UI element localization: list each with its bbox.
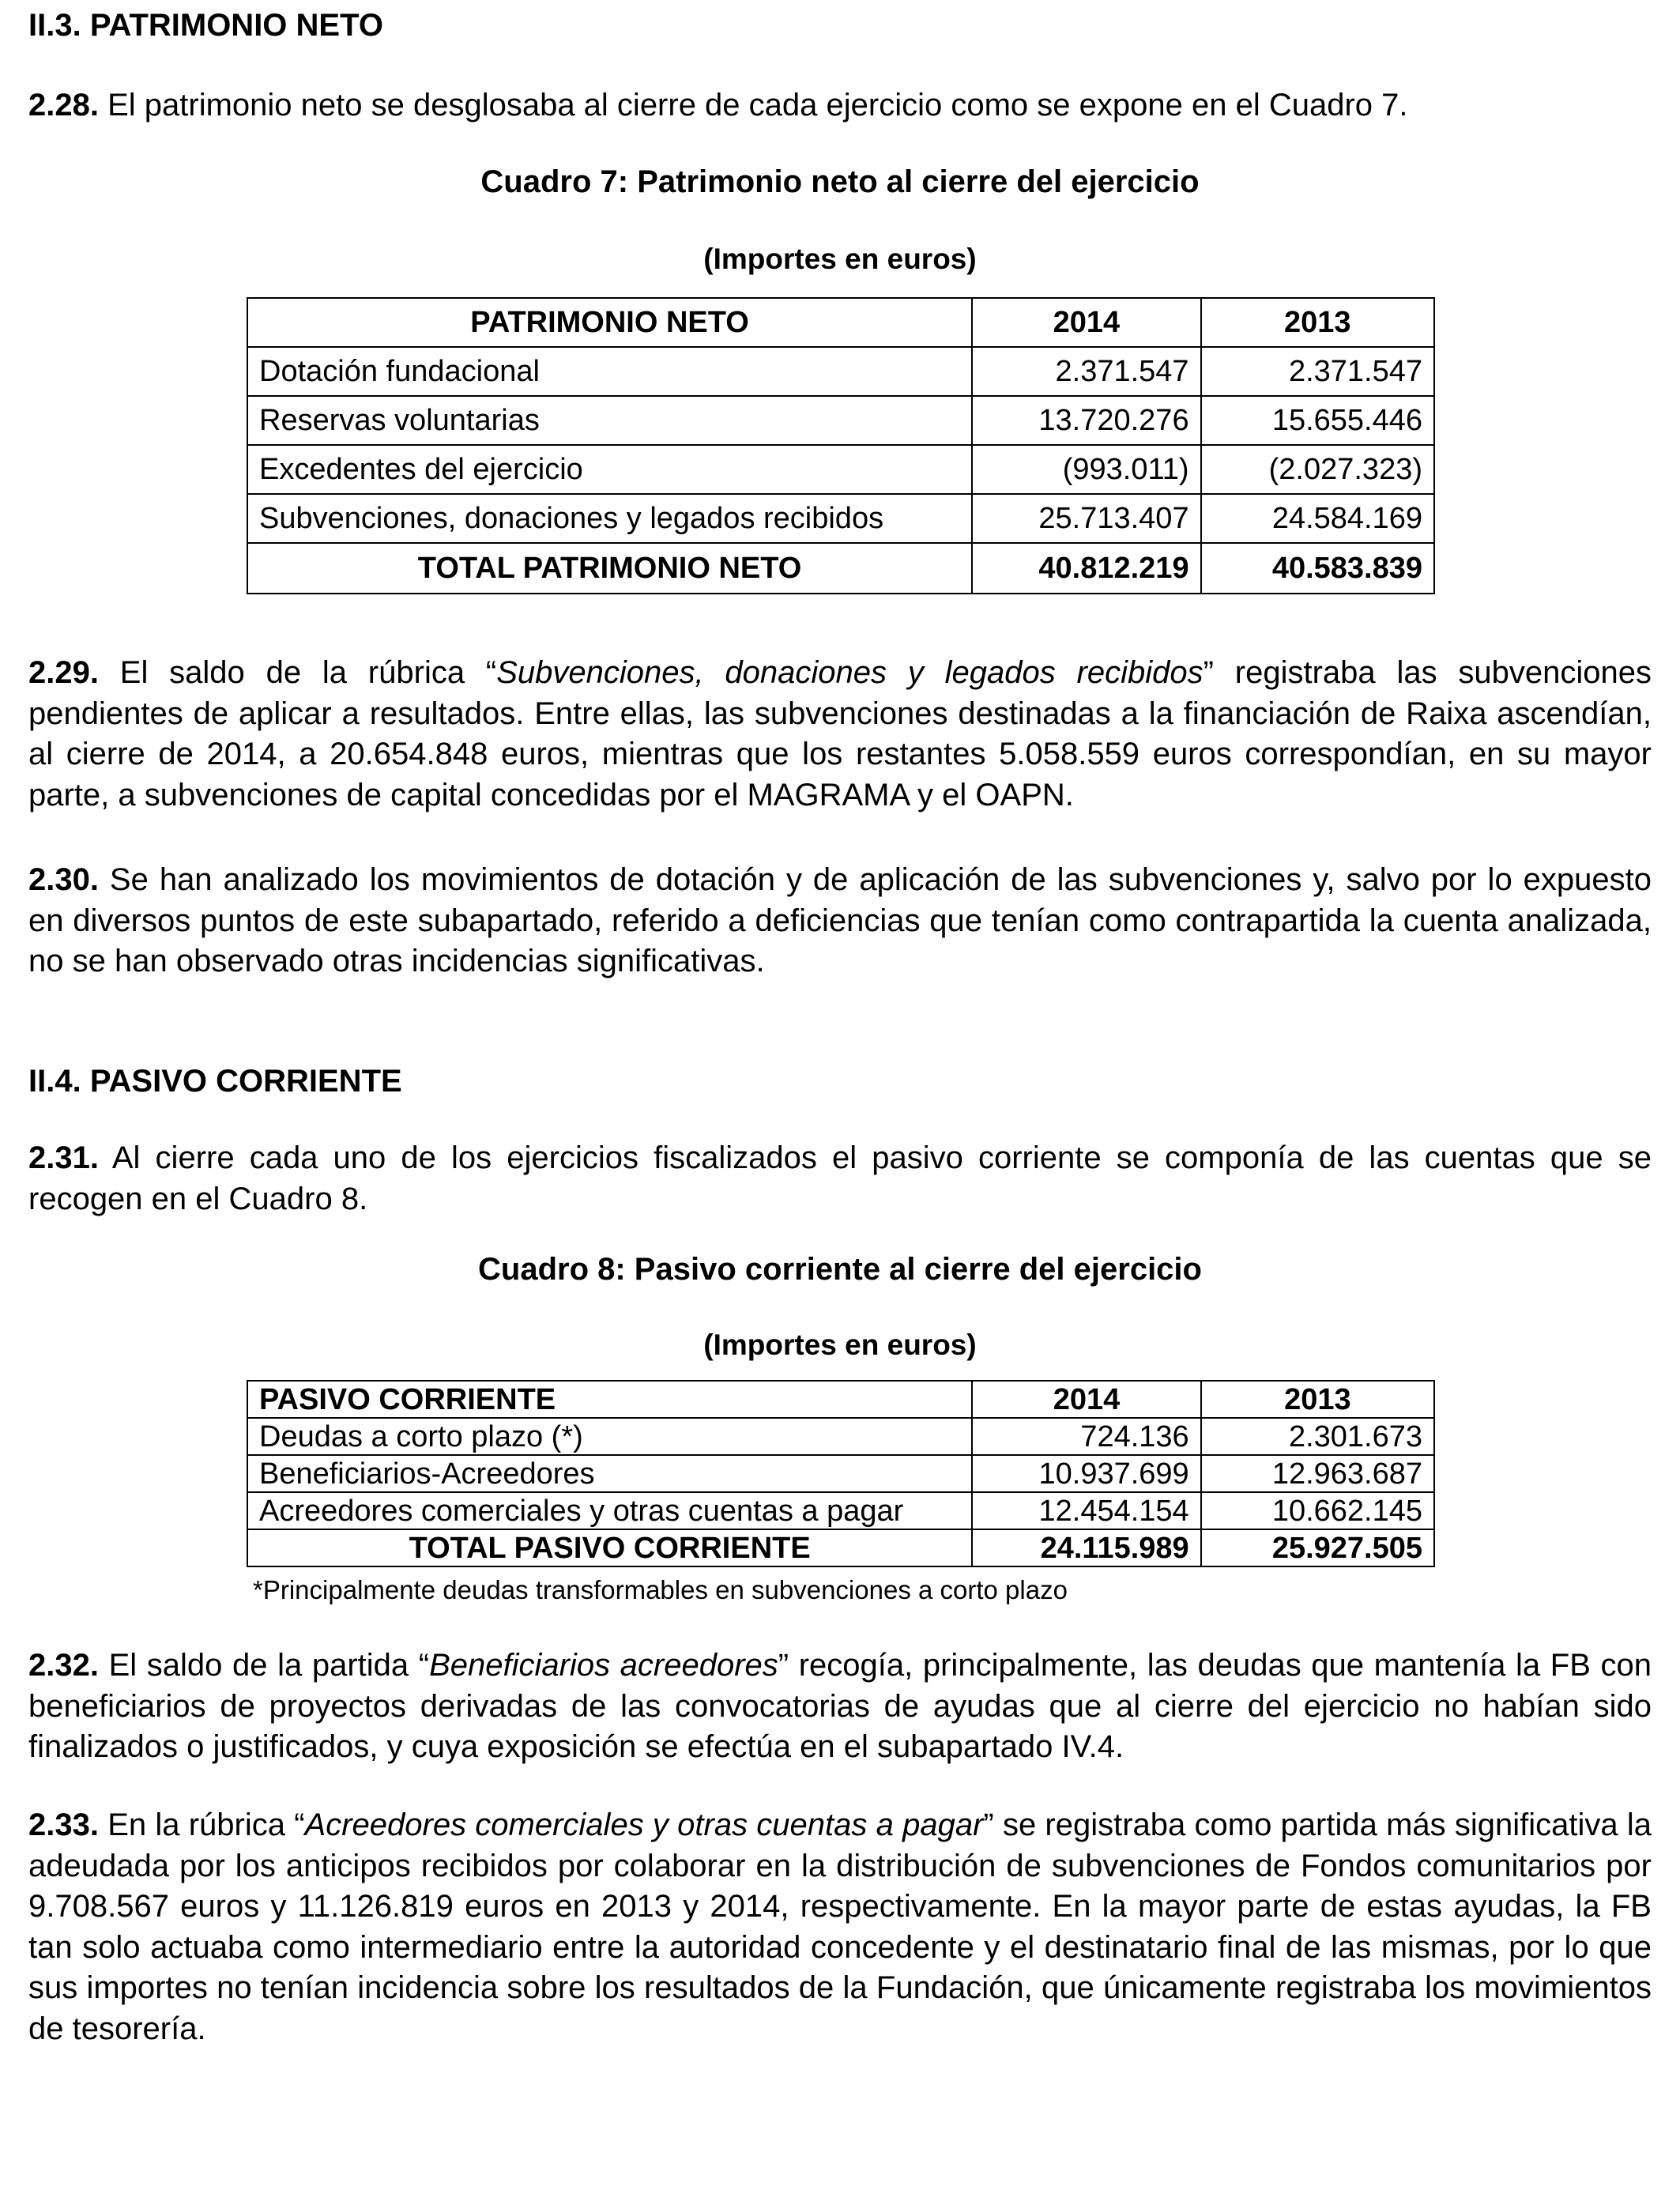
table-8-caption: Cuadro 8: Pasivo corriente al cierre del ejercicio <box>478 1252 1202 1287</box>
table-7-caption: Cuadro 7: Patrimonio neto al cierre del ejercicio <box>480 164 1200 199</box>
paragraph-text: ” recogía, principalmente, las deudas que mantenía la FB con beneficiarios de proyectos derivadas de las convocatorias de ayudas que al cierre del ejercicio no habían sido finalizados o justificados, y cuya exposición se efectúa en el subapartado IV.4. <box>28 1648 1652 1764</box>
paragraph-number: 2.31. <box>28 1140 99 1175</box>
cell-2013: 2.301.673 <box>1201 1418 1434 1455</box>
cell-2014: 10.937.699 <box>972 1455 1200 1492</box>
table-pasivo-corriente <box>247 1380 1435 1567</box>
paragraph-text: El saldo de la rúbrica “ <box>98 655 497 690</box>
cell-2014: 25.713.407 <box>972 494 1200 543</box>
column-header: 2014 <box>972 1381 1200 1418</box>
table-8-subcaption: (Importes en euros) <box>703 1329 977 1361</box>
column-header: PASIVO CORRIENTE <box>247 1381 972 1418</box>
cell-2013: 12.963.687 <box>1201 1455 1434 1492</box>
paragraph-text: En la rúbrica “ <box>98 1808 305 1842</box>
table-row <box>247 1418 1434 1455</box>
table-7-subcaption: (Importes en euros) <box>703 243 977 275</box>
paragraph-2-28 <box>28 85 1652 126</box>
quoted-term: Acreedores comerciales y otras cuentas a pagar <box>304 1808 984 1842</box>
table-row <box>247 396 1434 445</box>
row-label: Subvenciones, donaciones y legados recibidos <box>247 494 972 543</box>
paragraph-2-31 <box>28 1138 1652 1220</box>
column-header: 2013 <box>1201 298 1434 347</box>
table-patrimonio-neto <box>247 297 1435 594</box>
cell-2013: 10.662.145 <box>1201 1492 1434 1529</box>
paragraph-2-29 <box>28 653 1652 816</box>
section-heading-patrimonio-neto: II.3. PATRIMONIO NETO <box>28 8 383 43</box>
paragraph-text: Al cierre cada uno de los ejercicios fiscalizados el pasivo corriente se componía de las cuentas que se recogen en el Cuadro 8. <box>28 1140 1652 1216</box>
cell-2013: (2.027.323) <box>1201 445 1434 494</box>
paragraph-text: ” se registraba como partida más significativa la adeudada por los anticipos recibidos por colaborar en la distribución de subvenciones de Fondos comunitarios por 9.708.567 euros y 11.126.819 euros en 2013 y 2014, respectivamente. En la mayor parte de estas ayudas, la FB tan solo actuaba como intermediario entre la autoridad concedente y el destinatario final de las mismas, por lo que sus importes no tenían incidencia sobre los resultados de la Fundación, que únicamente registraba los movimientos de tesorería. <box>28 1808 1652 2046</box>
row-label: Beneficiarios-Acreedores <box>247 1455 972 1492</box>
table-header-row <box>247 1381 1434 1418</box>
cell-2014: 2.371.547 <box>972 347 1200 396</box>
cell-2014: 724.136 <box>972 1418 1200 1455</box>
row-label: Excedentes del ejercicio <box>247 445 972 494</box>
paragraph-number: 2.33. <box>28 1808 99 1842</box>
table-total-row <box>247 543 1434 594</box>
quoted-term: Beneficiarios acreedores <box>429 1648 778 1683</box>
total-label: TOTAL PATRIMONIO NETO <box>247 543 972 594</box>
table-total-row <box>247 1529 1434 1566</box>
table-row <box>247 445 1434 494</box>
table-row <box>247 1455 1434 1492</box>
row-label: Deudas a corto plazo (*) <box>247 1418 972 1455</box>
cell-2014: 12.454.154 <box>972 1492 1200 1529</box>
paragraph-text: Se han analizado los movimientos de dotación y de aplicación de las subvenciones y, salvo por lo expuesto en diversos puntos de este subapartado, referido a deficiencias que tenían como contrapartida la cuenta analizada, no se han observado otras incidencias significativas. <box>28 862 1652 978</box>
table-row <box>247 347 1434 396</box>
table-row <box>247 1492 1434 1529</box>
row-label: Dotación fundacional <box>247 347 972 396</box>
total-2013: 40.583.839 <box>1201 543 1434 594</box>
paragraph-text: El patrimonio neto se desglosaba al cierre de cada ejercicio como se expone en el Cuadro 7. <box>98 88 1408 123</box>
cell-2013: 24.584.169 <box>1201 494 1434 543</box>
cell-2013: 2.371.547 <box>1201 347 1434 396</box>
row-label: Acreedores comerciales y otras cuentas a pagar <box>247 1492 972 1529</box>
column-header: 2014 <box>972 298 1200 347</box>
table-8-footnote: *Principalmente deudas transformables en subvenciones a corto plazo <box>253 1575 1068 1604</box>
column-header: 2013 <box>1201 1381 1434 1418</box>
paragraph-number: 2.29. <box>28 655 99 690</box>
paragraph-2-33 <box>28 1805 1652 2049</box>
paragraph-text: El saldo de la partida “ <box>98 1648 430 1683</box>
section-heading-pasivo-corriente: II.4. PASIVO CORRIENTE <box>28 1064 402 1099</box>
cell-2014: 13.720.276 <box>972 396 1200 445</box>
quoted-term: Subvenciones, donaciones y legados recibidos <box>496 655 1203 690</box>
total-2014: 40.812.219 <box>972 543 1200 594</box>
table-header-row <box>247 298 1434 347</box>
total-2014: 24.115.989 <box>972 1529 1200 1566</box>
paragraph-number: 2.28. <box>28 88 99 123</box>
table-row <box>247 494 1434 543</box>
paragraph-text: ” registraba las subvenciones pendientes de aplicar a resultados. Entre ellas, las subvenciones destinadas a la financiación de Raixa ascendían, al cierre de 2014, a 20.654.848 euros, mientras que los restantes 5.058.559 euros correspondían, en su mayor parte, a subvenciones de capital concedidas por el MAGRAMA y el OAPN. <box>28 655 1652 812</box>
paragraph-number: 2.32. <box>28 1648 99 1683</box>
row-label: Reservas voluntarias <box>247 396 972 445</box>
cell-2013: 15.655.446 <box>1201 396 1434 445</box>
column-header: PATRIMONIO NETO <box>247 298 972 347</box>
paragraph-2-32 <box>28 1646 1652 1768</box>
cell-2014: (993.011) <box>972 445 1200 494</box>
paragraph-number: 2.30. <box>28 862 99 897</box>
total-label: TOTAL PASIVO CORRIENTE <box>247 1529 972 1566</box>
total-2013: 25.927.505 <box>1201 1529 1434 1566</box>
paragraph-2-30 <box>28 860 1652 982</box>
